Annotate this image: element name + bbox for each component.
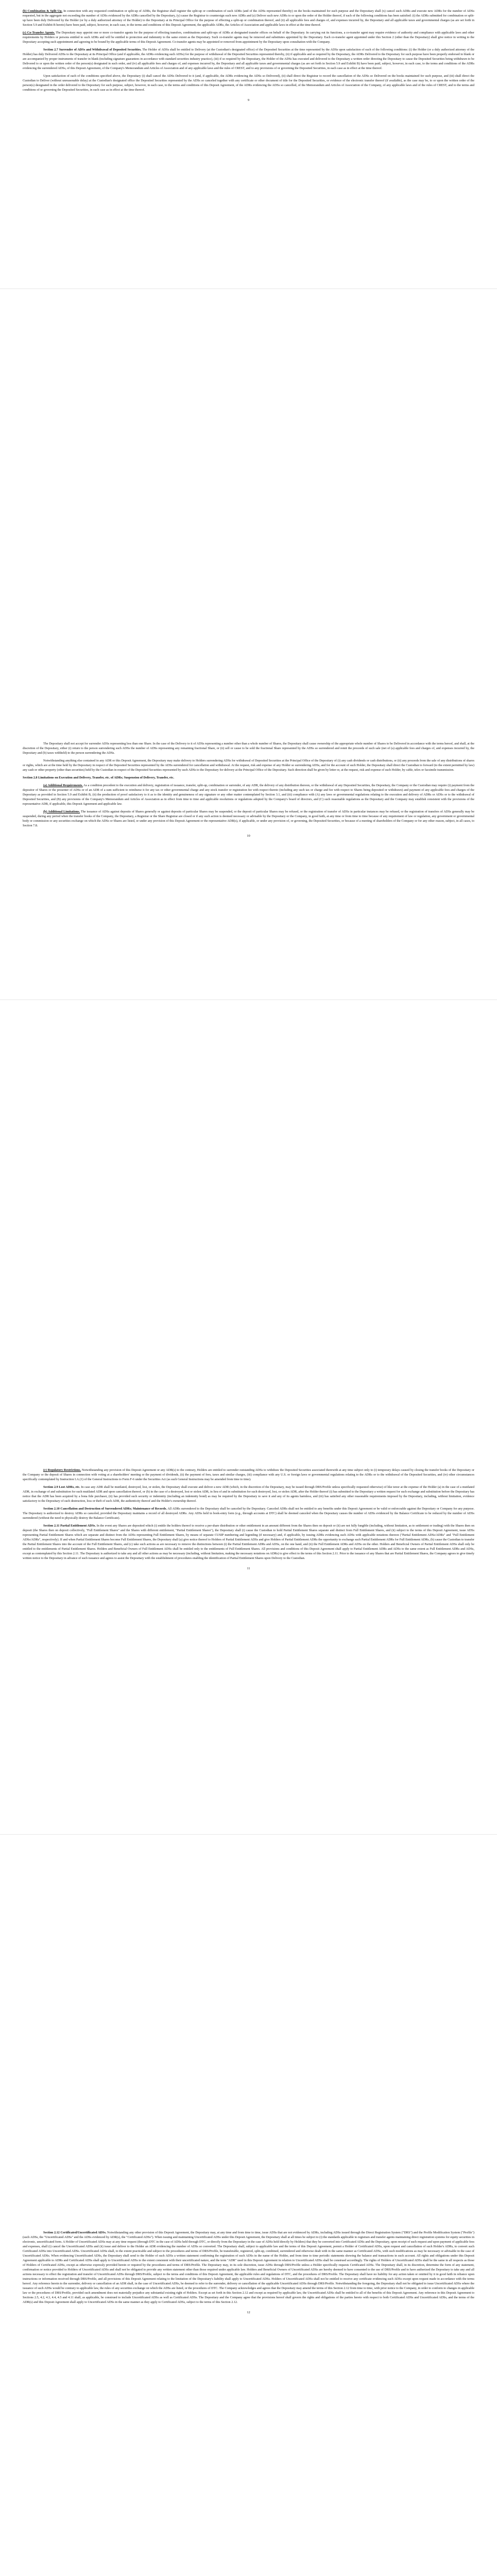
page-number: 11 <box>247 1566 250 1570</box>
paragraph-body: Notwithstanding any provision of this Deposit Agreement or any ADR(s) to the contrary, Holders are entitled to surrender outstanding ADSs to withdraw the Deposited Securities associated therewith at any time subject only to (i) temporary delays caused by closing the transfer books of the Depositary or the Company or the deposit of Shares in connection with voting at a shareholders' meeting or the payment of dividends, (ii) the payment of fees, taxes and similar charges, (iii) compliance with any U.S. or foreign laws or governmental regulations relating to the ADRs or to the withdrawal of the Deposited Securities, and (iv) other circumstances specifically contemplated by Instruction I.A.(1) of the General Instructions to Form F-6 under the Securities Act (as such General Instructions may be amended from time to time). <box>23 1468 474 1481</box>
paragraph-body: Notwithstanding any other provision of this Deposit Agreement, the Depositary may, at any time and from time to time, issue ADSs that are not evidenced by ADRs, including ADSs issued through the Direct Registration System ("DRS") and the Profile Modification System ("Profile") (such ADSs, the "Uncertificated ADSs" and the ADSs evidenced by ADR(s), the "Certificated ADSs"). When issuing and maintaining Uncertificated ADSs under this Deposit Agreement, the Depositary shall at all times be subject to (i) the standards applicable to registrars and transfer agents maintaining direct registration systems for equity securities in electronic, uncertificated form. A Holder of Uncertificated ADSs may at any time request (through DTC in the case of ADSs held through DTC, or directly from the Depositary in the case of ADSs held directly by Holders) that they be converted into Certificated ADSs and the Depositary, upon receipt of such request and upon payment of applicable fees and expenses, shall (i) cancel the Uncertificated ADSs and (ii) issue and deliver to the Holder an ADR evidencing the number of ADSs so converted. The Depositary shall, subject to applicable law and the terms of this Deposit Agreement, permit a Holder of Certificated ADSs, upon request and cancellation of such Holder's ADRs, to convert such Certificated ADSs into Uncertificated ADSs. Uncertificated ADSs shall, to the extent practicable and subject to the procedures and terms of DRS/Profile, be transferable, registered, split-up, combined, surrendered and otherwise dealt with in the same manner as Certificated ADSs, with such modifications as may be necessary or advisable in the case of Uncertificated ADSs. When evidencing Uncertificated ADSs, the Depositary shall send to the Holder of such ADSs a written statement confirming the registration of such ADSs in the name of the Holder, and from time to time periodic statements showing the balance and transactions in such account. All rights and obligations under this Deposit Agreement applicable to ADRs and Certificated ADSs shall apply to Uncertificated ADSs to the extent consistent with their uncertificated nature, and the term "ADR" used in this Deposit Agreement in relation to Uncertificated ADSs shall be construed accordingly. The rights of Holders of Uncertificated ADSs shall be the same in all respects as those of Holders of Certificated ADSs, except as otherwise expressly provided herein or required by the procedures and terms of DRS/Profile. The Depositary may, in its sole discretion, issue ADSs through DRS/Profile unless a Holder specifically requests Certificated ADSs. The Depositary shall, in its discretion, determine the form of any statement, confirmation or notice provided to Holders of Uncertificated ADSs and shall not be obligated to provide any written statement other than those required under applicable law. Holders and Beneficial Owners of Uncertificated ADSs are hereby deemed to have consented to the use of DRS/Profile and to have authorized the Depositary to take any and all actions necessary to effect the registration and transfer of Uncertificated ADSs through DRS/Profile, subject to the terms and conditions of this Deposit Agreement, the applicable rules and regulations of DTC, and the procedures of DRS/Profile. The Depositary shall have no liability for any action taken or omitted by it in good faith in reliance upon instructions or information received through DRS/Profile, and all provisions of this Deposit Agreement relating to the limitation of the Depositary's liability shall apply to Uncertificated ADSs. Holders of Uncertificated ADSs shall not be entitled to receive any certificate evidencing such ADSs except upon request made in accordance with the terms hereof. Any reference herein to the surrender, delivery or cancellation of an ADR shall, in the case of Uncertificated ADSs, be deemed to refer to the surrender, delivery or cancellation of the applicable Uncertificated ADSs through DRS/Profile. Notwithstanding the foregoing, the Depositary shall not be obligated to issue Uncertificated ADSs where the issuance of such ADSs would be contrary to applicable law, the rules of any securities exchange on which the ADSs are listed, or the procedures of DTC. The Company acknowledges and agrees that the Depositary may amend the terms of this Section 2.12 from time to time, with prior notice to the Company, in order to conform to changes in applicable law or the procedures of DRS/Profile, provided such amendment does not materially prejudice any substantial existing right of Holders. Except as set forth in this Section 2.12 and except as required by applicable law, the Uncertificated ADSs shall be entitled to all of the benefits of this Deposit Agreement. Any reference in this Deposit Agreement to Sections 2.5, 4.2, 4.3, 4.4, 4.5 and 4.11 shall, as applicable, be construed to include Uncertificated ADSs as well as Certificated ADSs. The Depositary and the Company agree that the provisions hereof shall govern the rights and obligations of the parties hereto with respect to both Certificated ADSs and Uncertificated ADSs, and the terms of the ADR(s) and this Deposit Agreement shall apply to Uncertificated ADSs in the same manner as they apply to Certificated ADSs, subject to the terms of this Section 2.12. <box>23 2231 474 2304</box>
paragraph-delivery-to-holders <box>23 759 474 773</box>
section-heading: Section 2.10 Cancellation and Destruction of Surrendered ADRs; Maintenance of Records. <box>43 1506 167 1511</box>
section-heading: Section 2.9 Lost ADRs, etc. <box>43 1485 80 1489</box>
paragraph-heading: (b) Combination & Split Up. <box>23 9 63 13</box>
paragraph-section-2-10 <box>23 1507 474 1521</box>
paragraph-section-2-7 <box>23 48 474 71</box>
paragraph-heading: (c) Co-Transfer Agents. <box>23 30 55 35</box>
paragraph-body: Notwithstanding anything else contained in any ADR or this Deposit Agreement, the Depositary may make delivery to Holders surrendering ADSs for withdrawal of Deposited Securities at the Principal Office of the Depositary of (i) any cash dividends or cash distributions, or (ii) any proceeds from the sale of any distributions of shares or rights, which are at the time held by the Depositary in respect of the Deposited Securities represented by the ADSs surrendered for cancellation and withdrawal. At the request, risk and expense of any Holder so surrendering ADSs, and for the account of such Holder, the Depositary shall direct the Custodian to forward (to the extent permitted by law) any cash or other property (other than securities) held by the Custodian in respect of the Deposited Securities represented by such ADSs to the Depositary for delivery at the Principal Office of the Depositary. Such direction shall be given by letter or, at the request, risk and expense of such Holder, by cable, telex or facsimile transmission. <box>23 758 474 772</box>
paragraph-body: In connection with any requested combination or split-up of ADRs, the Registrar shall register the split-up or combination of such ADRs (and of the ADSs represented thereby) on the books maintained for such purpose and the Depositary shall (x) cancel such ADRs and execute new ADRs for the number of ADSs requested, but in the aggregate not exceeding the number of ADSs evidenced by the ADRs cancelled by the Depositary, (y) cause the Registrar to countersign such new ADRs and (z) Deliver such new ADRs to or upon the order of the Holder thereof, if each of the following conditions has been satisfied: (i) the ADRs submitted for combination or split-up have been duly Delivered by the Holder (or by a duly authorized attorney of the Holder) to the Depositary at its Principal Office for the purpose of effecting a split-up or combination thereof, and (ii) all applicable fees and charges of, and expenses incurred by, the Depositary and all applicable taxes and governmental charges (as are set forth in Section 5.9 and Exhibit B hereto) have been paid, subject, however, in each case, to the terms and conditions of this Deposit Agreement, the applicable ADRs, the Articles of Association and applicable laws in effect at the time thereof. <box>23 9 475 27</box>
paragraph-body: In case any ADR shall be mutilated, destroyed, lost, or stolen, the Depositary shall execute and deliver a new ADR (which, in the discretion of the Depositary, may be issued through DRS/Profile unless specifically requested otherwise) of like tenor at the expense of the Holder (a) in the case of a mutilated ADR, in exchange of and substitution for such mutilated ADR and upon cancellation thereof, or (b) in the case of a destroyed, lost or stolen ADR, in lieu of and in substitution for such destroyed, lost, or stolen ADR, after the Holder thereof (i) has submitted to the Depositary a written request for such exchange and substitution before the Depositary has notice that the ADR has been acquired by a bona fide purchaser, (ii) has provided such security or indemnity (including an indemnity bond) as may be required by the Depositary to save it and any of its agents harmless, and (iii) has satisfied any other reasonable requirements imposed by the Depositary, including, without limitation, evidence satisfactory to the Depositary of such destruction, loss or theft of such ADR, the authenticity thereof and the Holder's ownership thereof. <box>23 1485 475 1503</box>
section-heading: Section 2.8 Limitations on Execution and Delivery, Transfer, etc. of ADRs; Suspension of Delivery, Transfer, etc. <box>23 775 175 779</box>
document-page-11 <box>23 1468 474 1571</box>
paragraph-heading: (b) Additional Limitations. <box>43 809 80 814</box>
paragraph-body: In the event any Shares are deposited which (i) entitle the holders thereof to receive a per-share distribution or other entitlement in an amount different from the Shares then on deposit or (ii) are not fully fungible (including, without limitation, as to settlement or trading) with the Shares then on deposit (the Shares then on deposit collectively, "Full Entitlement Shares" and the Shares with different entitlement, "Partial Entitlement Shares"), the Depositary shall (i) cause the Custodian to hold Partial Entitlement Shares separate and distinct from Full Entitlement Shares, and (ii) subject to the terms of this Deposit Agreement, issue ADSs representing Partial Entitlement Shares which are separate and distinct from the ADSs representing Full Entitlement Shares, by means of separate CUSIP numbering and legending (if necessary) and, if applicable, by issuing ADRs evidencing such ADSs with applicable notations thereon ("Partial Entitlement ADSs/ADRs" and "Full Entitlement ADSs/ADRs", respectively). If and when Partial Entitlement Shares become Full Entitlement Shares, the Depositary shall (a) give notice thereof to Holders of Partial Entitlement ADSs and give Holders of Partial Entitlement ADRs the opportunity to exchange such Partial Entitlement ADRs for Full Entitlement ADRs, (b) cause the Custodian to transfer the Partial Entitlement Shares into the account of the Full Entitlement Shares, and (c) take such actions as are necessary to remove the distinctions between (i) the Partial Entitlement ADRs and ADSs, on the one hand, and (ii) the Full Entitlement ADRs and ADSs on the other. Holders and Beneficial Owners of Partial Entitlement ADSs shall only be entitled to the entitlements of Partial Entitlement Shares. Holders and Beneficial Owners of Full Entitlement ADSs shall be entitled only to the entitlements of Full Entitlement Shares. All provisions and conditions of this Deposit Agreement shall apply to Partial Entitlement ADRs and ADSs to the same extent as Full Entitlement ADRs and ADSs, except as contemplated by this Section 2.11. The Depositary is authorized to take any and all other actions as may be necessary (including, without limitation, making the necessary notations on ADRs) to give effect to the terms of this Section 2.11. Prior to the issuance of any Shares that are Partial Entitlement Shares, the Company agrees to give timely written notice to the Depositary in advance of such issuance and agrees to assist the Depositary with the establishment of procedures enabling the identification of Partial Entitlement Shares upon Delivery to the Custodian. <box>23 1523 474 1560</box>
paragraph-body: The Depositary shall not accept for surrender ADSs representing less than one Share. In the case of the Delivery to it of ADSs representing a number other than a whole number of Shares, the Depositary shall cause ownership of the appropriate whole number of Shares to be Delivered in accordance with the terms hereof, and shall, at the discretion of the Depositary, either (i) return to the person surrendering such ADSs the number of ADSs representing any remaining fractional Share, or (ii) sell or cause to be sold the fractional Share represented by the ADSs so surrendered and remit the proceeds of such sale (net of (a) applicable fees and charges of, and expenses incurred by, the Depositary and (b) taxes withheld) to the person surrendering the ADSs. <box>23 742 474 755</box>
paragraph-section-2-8 <box>23 776 474 781</box>
paragraph-body: Upon satisfaction of each of the conditions specified above, the Depositary (i) shall cancel the ADSs Delivered to it (and, if applicable, the ADRs evidencing the ADSs so Delivered), (ii) shall direct the Registrar to record the cancellation of the ADSs so Delivered on the books maintained for such purpose, and (iii) shall direct the Custodian to Deliver (without unreasonable delay) at the Custodian's designated office the Deposited Securities represented by the ADSs so canceled together with any certificate or other document of title for the Deposited Securities, or evidence of the electronic transfer thereof (if available), as the case may be, to or upon the written order of the person(s) designated in the order delivered to the Depositary for such purpose, subject, however, in each case, to the terms and conditions of this Deposit Agreement, of the ADRs evidencing the ADSs so cancelled, of the Memorandum and Articles of Association of the Company, of any applicable laws and of the rules of CREST, and to the terms and conditions of or governing the Deposited Securities, in each case as in effect at the time thereof. <box>23 74 474 92</box>
paragraph-additional-limitations <box>23 810 474 828</box>
paragraph-body: The Holder of ADSs shall be entitled to Delivery (at the Custodian's designated office) of the Deposited Securities at the time represented by the ADSs upon satisfaction of each of the following conditions: (i) the Holder (or a duly authorized attorney of the Holder) has duly Delivered ADSs to the Depositary at its Principal Office (and if applicable, the ADRs evidencing such ADSs) for the purpose of withdrawal of the Deposited Securities represented thereby, (ii) if applicable and so required by the Depositary, the ADRs Delivered to the Depositary for such purpose have been properly endorsed in blank or are accompanied by proper instruments of transfer in blank (including signature guarantees in accordance with standard securities industry practice), (iii) if so required by the Depositary, the Holder of the ADSs has executed and delivered to the Depositary a written order directing the Depositary to cause the Deposited Securities being withdrawn to be Delivered to or upon the written order of the person(s) designated in such order, and (iv) all applicable fees and charges of, and expenses incurred by, the Depositary and all applicable taxes and governmental charges (as are set forth in Section 5.9 and Exhibit B) have been paid, subject, however, in each case, to the terms and conditions of the ADRs evidencing the surrendered ADSs, of this Deposit Agreement, of the Company's Memorandum and Articles of Association and of any applicable laws and the rules of CREST, and to any provisions of or governing the Deposited Securities, in each case as in effect at the time thereof. <box>23 47 474 70</box>
paragraph-body: All ADRs surrendered to the Depositary shall be canceled by the Depositary. Canceled ADRs shall not be entitled to any benefits under this Deposit Agreement or be valid or enforceable against the Depositary or Company for any purpose. The Depositary is authorized to destroy ADRs so canceled, provided the Depositary maintains a record of all destroyed ADRs. Any ADSs held in book-entry form (e.g., through accounts at DTC) shall be deemed canceled when the Depositary causes the number of ADSs evidenced by the Balance Certificate to be reduced by the number of ADSs surrendered (without the need to physically destroy the Balance Certificate). <box>23 1506 474 1520</box>
paragraph-body: The issuance of ADSs against deposits of Shares generally or against deposits of particular Shares may be suspended, or the deposit of particular Shares may be refused, or the registration of transfer of ADSs in particular instances may be refused, or the registration of transfers of ADSs generally may be suspended, during any period when the transfer books of the Company, the Depositary, a Registrar or the Share Registrar are closed or if any such action is deemed necessary or advisable by the Depositary or the Company, in good faith, at any time or from time to time because of any requirement of law or regulation, any government or governmental body or commission or any securities exchange on which the ADSs or Shares are listed, or under any provision of this Deposit Agreement or the representative ADR(s), if applicable, or under any provision of, or governing, the Deposited Securities, or because of a meeting of shareholders of the Company or for any other reason, subject, in all cases, to Section 7.8. <box>23 809 474 827</box>
document-page-12 <box>23 2231 474 2315</box>
paragraph-regulatory-restrictions <box>23 1468 474 1482</box>
section-heading: Section 2.12 Certificated/Uncertificated ADSs. <box>43 2231 107 2234</box>
paragraph-section-2-9 <box>23 1485 474 1504</box>
paragraph-section-2-12 <box>23 2231 474 2305</box>
paragraph-fractional-shares <box>23 742 474 756</box>
page-divider <box>0 999 497 1000</box>
section-heading: Section 2.7 Surrender of ADSs and Withdrawal of Deposited Securities. <box>43 47 142 52</box>
paragraph-heading: (a) Additional Requirements. <box>43 783 83 787</box>
paragraph-combination-split-up <box>23 9 474 28</box>
paragraph-body: The Depositary may appoint one or more co-transfer agents for the purpose of effecting transfers, combinations and split-ups of ADRs at designated transfer offices on behalf of the Depositary. In carrying out its functions, a co-transfer agent may require evidence of authority and compliance with applicable laws and other requirements by Holders or persons entitled to such ADRs and will be entitled to protection and indemnity to the same extent as the Depositary. Such co-transfer agents may be removed and substitutes appointed by the Depositary. Each co-transfer agent appointed under this Section 2 (other than the Depositary) shall give notice in writing to the Depositary accepting such appointment and agreeing to be bound by the applicable terms of this Deposit Agreement. Co-transfer agents may be appointed or removed from appointment by the Depositary upon consultation with the Company. <box>23 30 474 44</box>
page-divider <box>0 1834 497 1835</box>
page-number: 10 <box>247 834 250 838</box>
section-heading: Section 2.11 Partial Entitlement ADSs. <box>43 1523 96 1528</box>
paragraph-heading: (c) Regulatory Restrictions. <box>43 1468 81 1472</box>
document-page-9 <box>23 9 474 103</box>
paragraph-withdrawal-conditions <box>23 74 474 93</box>
document-page-10 <box>23 742 474 838</box>
page-number: 12 <box>247 2310 250 2314</box>
paragraph-co-transfer-agents <box>23 31 474 45</box>
paragraph-body: As a condition precedent to the execution and delivery, registration of issuance, transfer, split-up, combination or surrender, of any ADR, the delivery of any distribution thereon, or the withdrawal of any Deposited Securities, the Depositary, the Company or the Custodian may require (i) payment from the depositor of Shares or the presenter of ADSs or of an ADR of a sum sufficient to reimburse it for any tax or other governmental charge and any stock transfer or registration fee with respect thereto (including any such tax or charge and fee with respect to Shares being deposited or withdrawn) and payment of any applicable fees and charges of the Depositary as provided in Section 5.9 and Exhibit B, (ii) the production of proof satisfactory to it as to the identity and genuineness of any signature or any other matter contemplated by Section 3.1, and (iii) compliance with (A) any laws or governmental regulations relating to the execution and delivery of ADRs or ADSs or to the withdrawal of Deposited Securities, and (B) any provisions of the Company's Memorandum and Articles of Association as in effect from time to time and applicable resolutions or regulations adopted by the Company's board of directors, and (C) such reasonable regulations as the Depositary and the Company may establish consistent with the provisions of the representative ADR, if applicable, this Deposit Agreement and applicable law. <box>23 783 474 806</box>
paragraph-section-2-11 <box>23 1524 474 1561</box>
paragraph-additional-requirements <box>23 784 474 807</box>
page-number: 9 <box>247 98 250 102</box>
